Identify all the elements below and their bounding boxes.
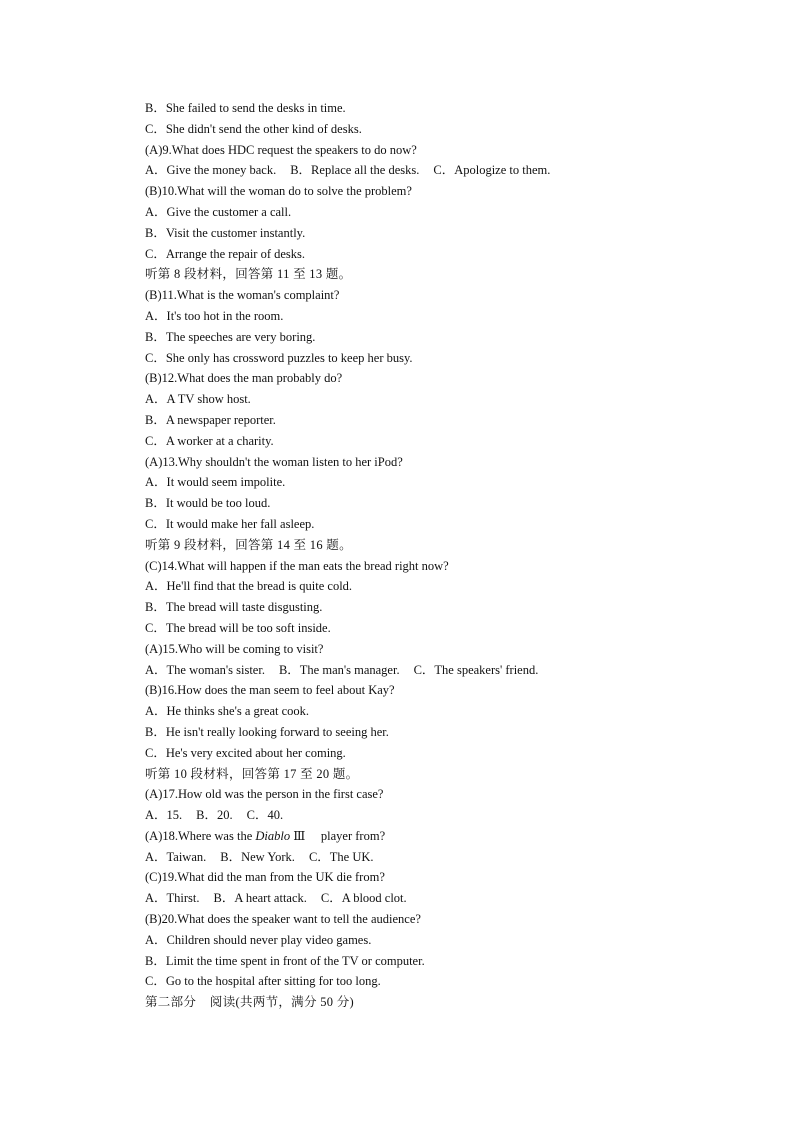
option-line: C．He's very excited about her coming. xyxy=(145,745,346,760)
option-line: B．Visit the customer instantly. xyxy=(145,225,306,240)
option-line: C．She didn't send the other kind of desks. xyxy=(145,121,362,136)
section-heading: 听第 10 段材料，回答第 17 至 20 题。 xyxy=(145,766,359,781)
option-line: A．It's too hot in the room. xyxy=(145,308,284,323)
question-line: (B)16.How does the man seem to feel about Kay? xyxy=(145,683,395,698)
option-row xyxy=(145,847,745,868)
option-row xyxy=(145,805,745,826)
question-line: (B)20.What does the speaker want to tell the audience? xyxy=(145,912,421,927)
option-line: B．She failed to send the desks in time. xyxy=(145,101,346,115)
option-line: B．The bread will taste disgusting. xyxy=(145,600,323,615)
option-item: C．40. xyxy=(246,808,284,823)
section-heading: 第二部分 阅读(共两节，满分 50 分) xyxy=(145,995,354,1010)
question-line: (B)10.What will the woman do to solve the problem? xyxy=(145,184,412,199)
option-item: A．The woman's sister. xyxy=(145,662,265,677)
option-line: C．Go to the hospital after sitting for too long. xyxy=(145,974,381,989)
question-line: (B)12.What does the man probably do? xyxy=(145,371,343,386)
option-item: A．Thirst. xyxy=(145,891,200,906)
option-row xyxy=(145,160,745,181)
question-line: (A)15.Who will be coming to visit? xyxy=(145,641,324,656)
question-text: Ⅲ player from? xyxy=(290,828,386,843)
option-line: B．He isn't really looking forward to seeing her. xyxy=(145,724,389,739)
option-row xyxy=(145,888,745,909)
question-text: (A)18.Where was the xyxy=(145,828,256,843)
question-line: (C)14.What will happen if the man eats the bread right now? xyxy=(145,558,449,573)
option-line: B．The speeches are very boring. xyxy=(145,329,316,344)
option-item: A．Give the money back. xyxy=(145,163,277,178)
option-item: C．The UK. xyxy=(308,849,374,864)
section-heading: 听第 8 段材料，回答第 11 至 13 题。 xyxy=(145,267,352,282)
option-line: C．Arrange the repair of desks. xyxy=(145,246,306,261)
italic-title: Diablo xyxy=(255,828,291,843)
question-line: (A)17.How old was the person in the first case? xyxy=(145,787,384,802)
option-item: B．A heart attack. xyxy=(213,891,307,906)
option-line: A．A TV show host. xyxy=(145,392,251,407)
question-line: (A)13.Why shouldn't the woman listen to her iPod? xyxy=(145,454,403,469)
option-line: C．She only has crossword puzzles to keep her busy. xyxy=(145,350,413,365)
option-item: B．Replace all the desks. xyxy=(290,163,420,178)
option-item: B．New York. xyxy=(220,849,295,864)
option-line: A．He'll find that the bread is quite cold. xyxy=(145,579,353,594)
option-item: A．15. xyxy=(145,808,183,823)
option-item: C．A blood clot. xyxy=(320,891,407,906)
option-item: A．Taiwan. xyxy=(145,849,207,864)
option-item: B．20. xyxy=(196,808,233,823)
option-line: A．Give the customer a call. xyxy=(145,204,292,219)
option-line: C．The bread will be too soft inside. xyxy=(145,620,331,635)
option-item: C．Apologize to them. xyxy=(433,163,551,178)
option-line: A．It would seem impolite. xyxy=(145,475,286,490)
option-item: C．The speakers' friend. xyxy=(413,662,539,677)
option-line: B．It would be too loud. xyxy=(145,496,271,511)
document-content xyxy=(145,98,745,1013)
option-line: B．A newspaper reporter. xyxy=(145,412,276,427)
question-line: (B)11.What is the woman's complaint? xyxy=(145,288,340,303)
question-line: (A)9.What does HDC request the speakers to do now? xyxy=(145,142,417,157)
option-line: B．Limit the time spent in front of the TV or computer. xyxy=(145,953,425,968)
option-item: B．The man's manager. xyxy=(278,662,400,677)
option-row xyxy=(145,660,745,681)
option-line: A．He thinks she's a great cook. xyxy=(145,704,310,719)
option-line: C．A worker at a charity. xyxy=(145,433,274,448)
section-heading: 听第 9 段材料，回答第 14 至 16 题。 xyxy=(145,537,352,552)
question-line xyxy=(145,826,745,847)
option-line: C．It would make her fall asleep. xyxy=(145,516,315,531)
option-line: A．Children should never play video games. xyxy=(145,932,372,947)
question-line: (C)19.What did the man from the UK die from? xyxy=(145,870,385,885)
